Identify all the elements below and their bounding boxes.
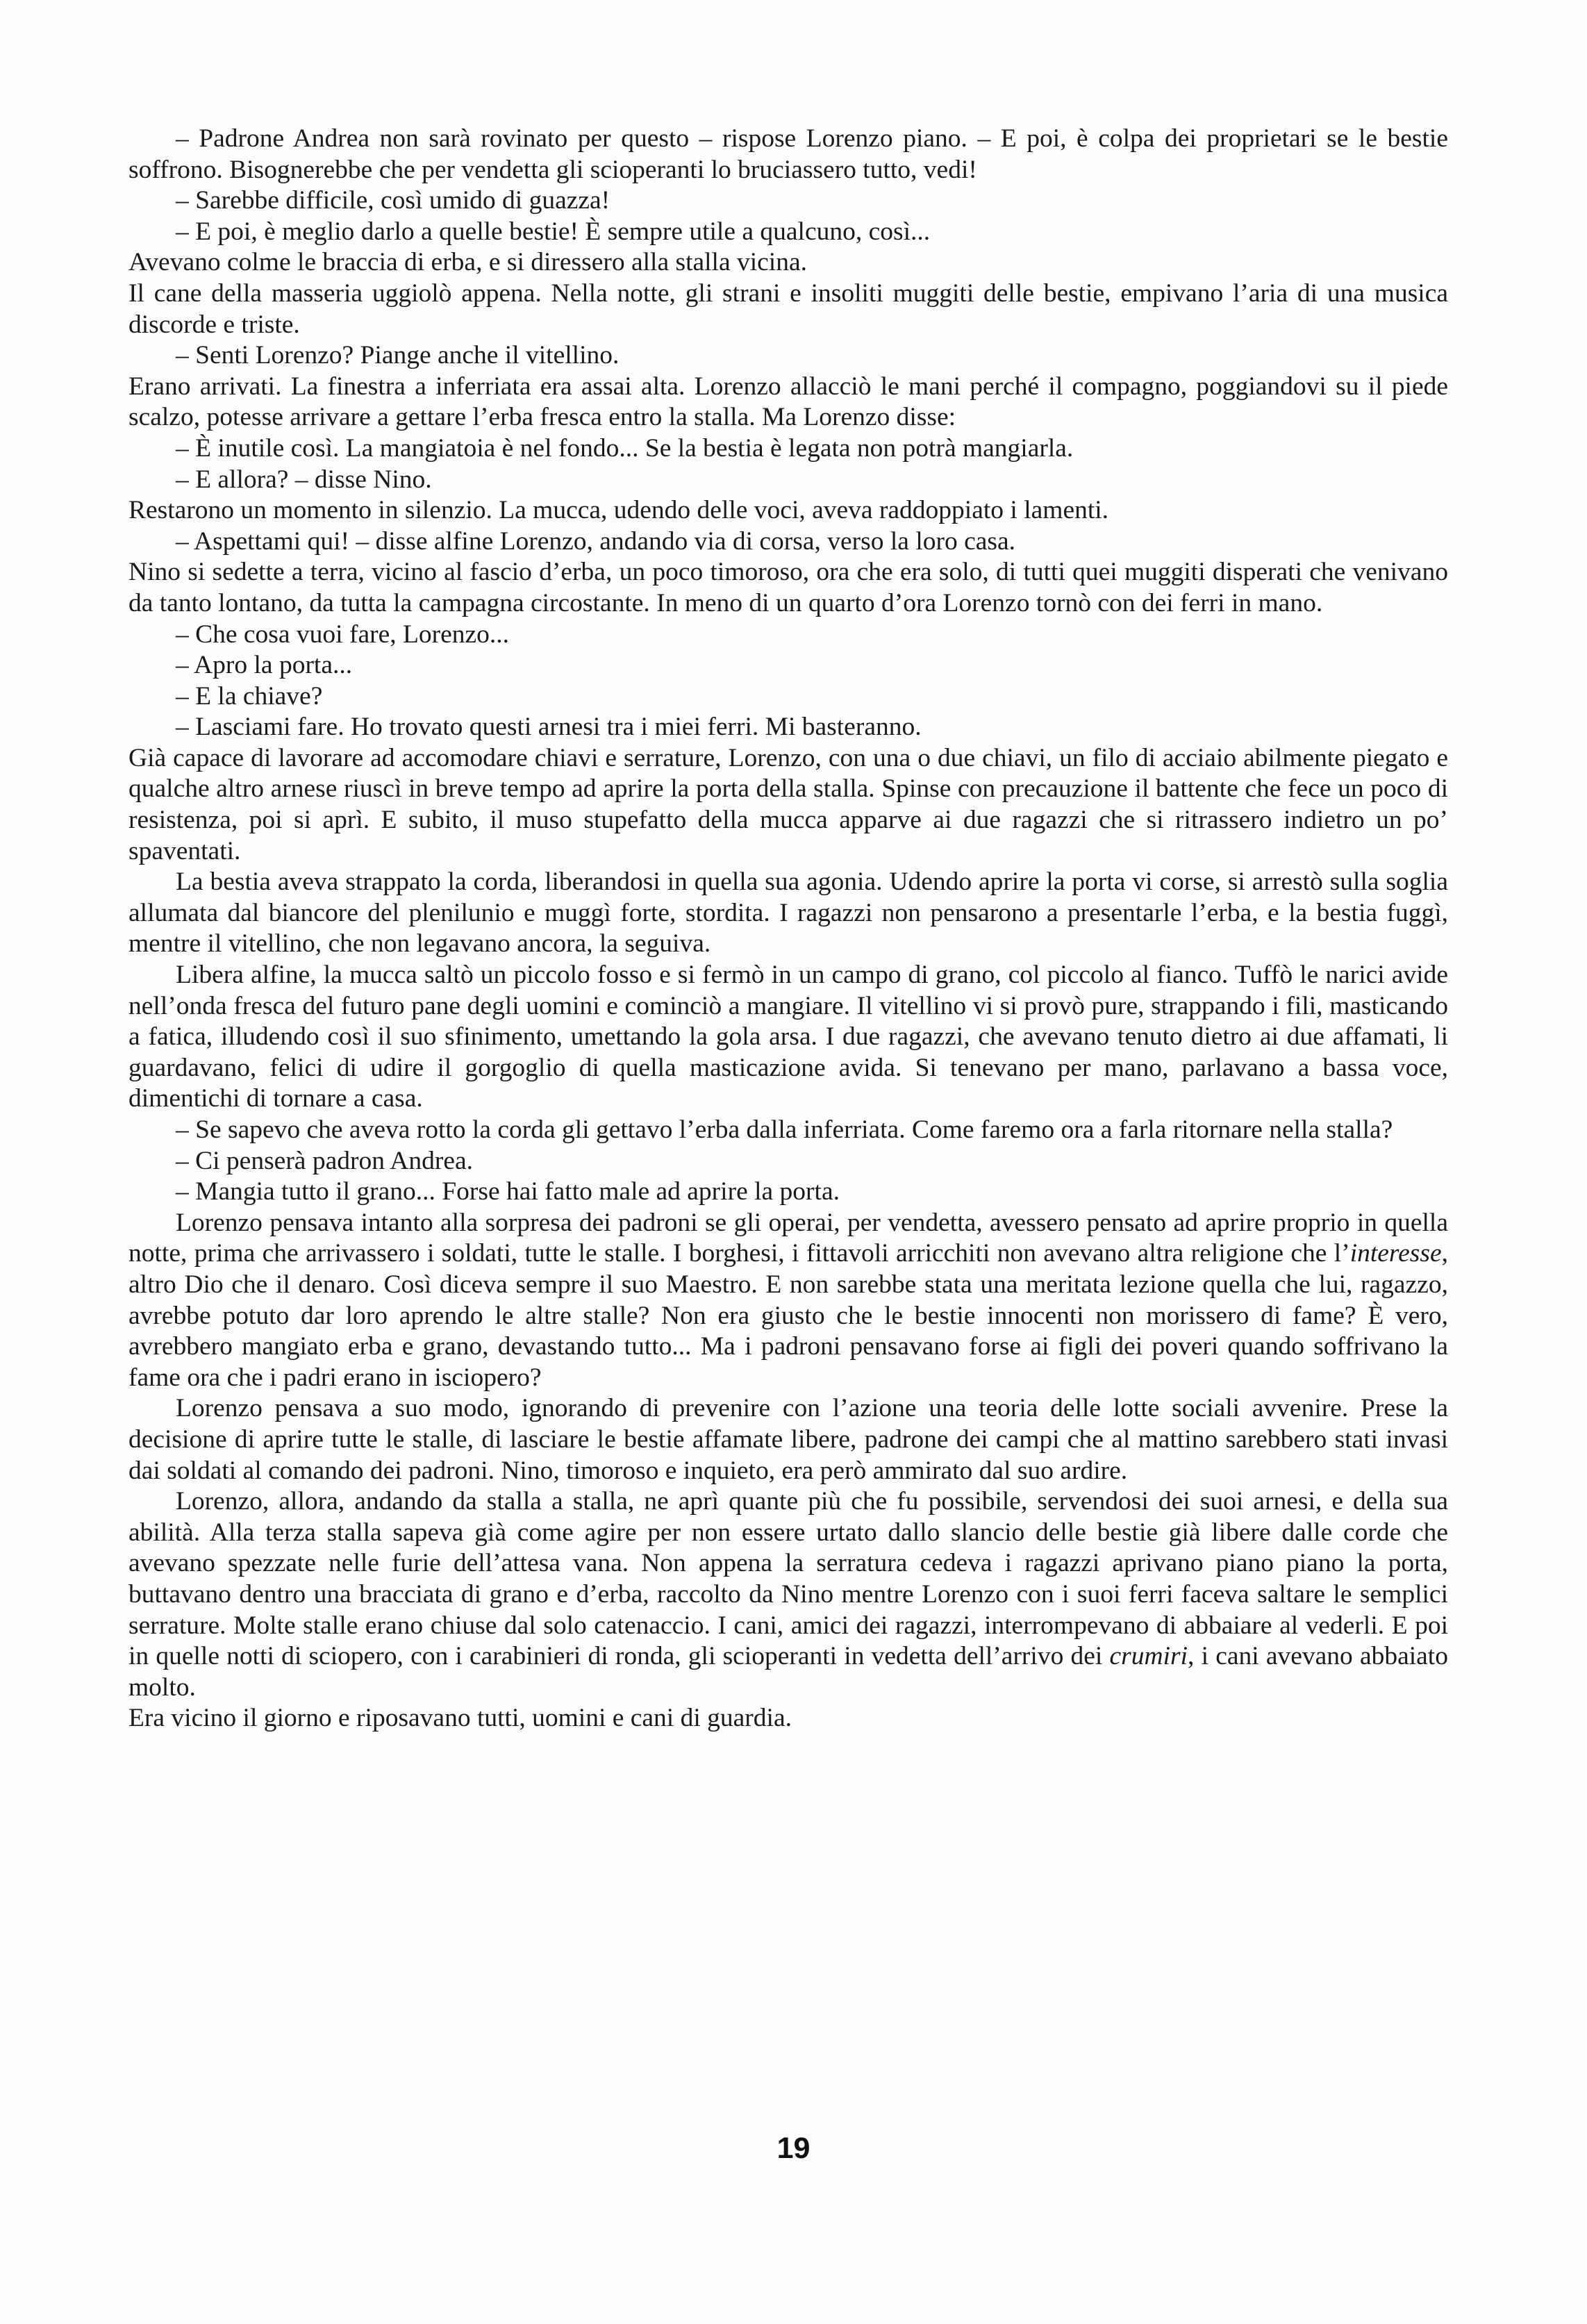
paragraph: – Apro la porta...: [176, 651, 353, 680]
paragraph: Restarono un momento in silenzio. La mucca, udendo delle voci, aveva raddoppiato i lamenti.: [128, 496, 1109, 525]
paragraph: Avevano colme le braccia di erba, e si diressero alla stalla vicina.: [128, 248, 807, 277]
page-number: 19: [776, 2132, 811, 2165]
paragraph: Nino si sedette a terra, vicino al fascio d’erba, un poco timoroso, ora che era solo, di tutti quei muggiti disperati che venivano da tanto lontano, da tutta la campagna circostante. In meno di un quarto d’ora Lorenzo tornò con dei ferri in mano.: [128, 558, 1448, 617]
paragraph: – E poi, è meglio darlo a quelle bestie! È sempre utile a qualcuno, così...: [176, 217, 931, 246]
paragraph: – Sarebbe difficile, così umido di guazza!: [176, 186, 610, 215]
paragraph: Lorenzo, allora, andando da stalla a stalla, ne aprì quante più che fu possibile, servendosi dei suoi arnesi, e della sua abilità. Alla terza stalla sapeva già come agire per non essere urtato dallo slancio delle bestie già libere dalle corde che avevano spezzate nelle furie dell’attesa vana. Non appena la serratura cedeva i ragazzi aprivano piano piano la porta, buttavano dentro una bracciata di grano e d’erba, raccolto da Nino mentre Lorenzo con i suoi ferri faceva saltare le semplici serrature. Molte stalle erano chiuse dal solo catenaccio. I cani, amici dei ragazzi, interrompevano di abbaiare al vederli. E poi in quelle notti di sciopero, con i carabinieri di ronda, gli scioperanti in vedetta dell’arrivo dei crumiri, i cani avevano abbaiato molto.: [128, 1487, 1448, 1702]
emphasis: crumiri: [1109, 1642, 1188, 1671]
paragraph: Erano arrivati. La finestra a inferriata era assai alta. Lorenzo allacciò le mani perché il compagno, poggiandovi su il piede scalzo, potesse arrivare a gettare l’erba fresca entro la stalla. Ma Lorenzo disse:: [128, 372, 1448, 432]
emphasis: interesse: [1349, 1239, 1442, 1268]
paragraph: – E allora? – disse Nino.: [176, 465, 432, 494]
paragraph: – Ci penserà padron Andrea.: [176, 1146, 473, 1175]
paragraph: Era vicino il giorno e riposavano tutti, uomini e cani di guardia.: [128, 1704, 792, 1733]
paragraph: – Padrone Andrea non sarà rovinato per questo – rispose Lorenzo piano. – E poi, è colpa dei proprietari se le bestie soffrono. Bisognerebbe che per vendetta gli scioperanti lo bruciassero tutto, vedi!: [128, 124, 1448, 184]
paragraph: Il cane della masseria uggiolò appena. Nella notte, gli strani e insoliti muggiti delle bestie, empivano l’aria di una musica discorde e triste.: [128, 279, 1448, 339]
paragraph: – Che cosa vuoi fare, Lorenzo...: [176, 620, 510, 649]
paragraph: Lorenzo pensava a suo modo, ignorando di prevenire con l’azione una teoria delle lotte sociali avvenire. Prese la decisione di aprire tutte le stalle, di lasciare le bestie affamate libere, padrone dei campi che al mattino sarebbero stati invasi dai soldati al comando dei padroni. Nino, timoroso e inquieto, era però ammirato dal suo ardire.: [128, 1394, 1448, 1485]
paragraph: – Mangia tutto il grano... Forse hai fatto male ad aprire la porta.: [176, 1177, 840, 1206]
paragraph: Già capace di lavorare ad accomodare chiavi e serrature, Lorenzo, con una o due chiavi, un filo di acciaio abilmente piegato e qualche altro arnese riuscì in breve tempo ad aprire la porta della stalla. Spinse con precauzione il battente che fece un poco di resistenza, poi si aprì. E subito, il muso stupefatto della mucca apparve ai due ragazzi che si ritrassero indietro un po’ spaventati.: [128, 743, 1448, 865]
paragraph: – È inutile così. La mangiatoia è nel fondo... Se la bestia è legata non potrà mangiarla.: [176, 433, 1074, 463]
paragraph: – E la chiave?: [176, 681, 323, 711]
paragraph: Lorenzo pensava intanto alla sorpresa dei padroni se gli operai, per vendetta, avessero pensato ad aprire proprio in quella notte, prima che arrivassero i soldati, tutte le stalle. I borghesi, i fittavoli arricchiti non avevano altra religione che l’interesse, altro Dio che il denaro. Così diceva sempre il suo Maestro. E non sarebbe stata una meritata lezione quella che lui, ragazzo, avrebbe potuto dar loro aprendo le altre stalle? Non era giusto che le bestie innocenti non morissero di fame? È vero, avrebbero mangiato erba e grano, devastando tutto... Ma i padroni pensavano forse ai figli dei poveri quando soffrivano la fame ora che i padri erano in isciopero?: [128, 1208, 1448, 1392]
body-text: [128, 124, 1448, 1734]
paragraph: – Lasciami fare. Ho trovato questi arnesi tra i miei ferri. Mi basteranno.: [176, 713, 922, 742]
paragraph: – Aspettami qui! – disse alfine Lorenzo, andando via di corsa, verso la loro casa.: [176, 526, 1016, 556]
paragraph: La bestia aveva strappato la corda, liberandosi in quella sua agonia. Udendo aprire la porta vi corse, si arrestò sulla soglia allumata dal biancore del plenilunio e muggì forte, stordita. I ragazzi non pensarono a presentarle l’erba, e la bestia fuggì, mentre il vitellino, che non legavano ancora, la seguiva.: [128, 868, 1448, 958]
paragraph: – Se sapevo che aveva rotto la corda gli gettavo l’erba dalla inferriata. Come faremo ora a farla ritornare nella stalla?: [176, 1115, 1393, 1144]
paragraph: Libera alfine, la mucca saltò un piccolo fosso e si fermò in un campo di grano, col piccolo al fianco. Tuffò le narici avide nell’onda fresca del futuro pane degli uomini e cominciò a mangiare. Il vitellino vi si provò pure, strappando i fili, masticando a fatica, illudendo così il suo sfinimento, umettando la gola arsa. I due ragazzi, che avevano tenuto dietro ai due affamati, li guardavano, felici di udire il gorgoglio di quella masticazione avida. Si tenevano per mano, parlavano a bassa voce, dimentichi di tornare a casa.: [128, 961, 1448, 1113]
paragraph: – Senti Lorenzo? Piange anche il vitellino.: [176, 341, 620, 370]
